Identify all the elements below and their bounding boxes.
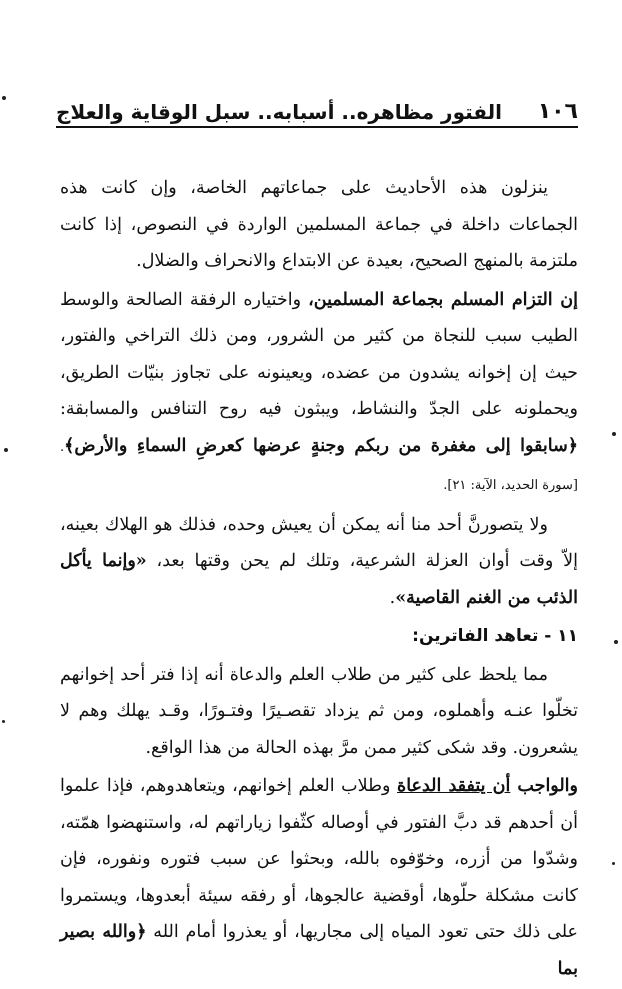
page-number: ١٠٦ <box>537 99 578 124</box>
paragraph-5-text: وطلاب العلم إخوانهم، ويتعاهدوهم، فإذا علموا أن أحدهم قد دبَّ الفتور في أوصاله كثّفوا زياراتهم له، واستنهضوا همّته، وشدّوا من أزره، وخوّفوه بالله، وبحثوا عن سبب فتوره ونفوره، فإن كانت مشكلة حلّوها، أوقضية عالجوها، أو رفقه سيئة أبعدوها، ويستمروا على ذلك حتى تعود المياه إلى مجاريها، أو يعذروا أمام الله <box>60 776 578 942</box>
scan-speck <box>612 862 615 865</box>
paragraph-1: ينزلون هذه الأحاديث على جماعاتهم الخاصة، وإن كانت هذه الجماعات داخلة في جماعة المسلمين الواردة في النصوص، إذا كانت ملتزمة بالمنهج الصحيح، بعيدة عن الابتداع والانحراف والضلال. <box>60 178 578 271</box>
section-heading: ١١ - تعاهد الفاترين: <box>412 626 578 646</box>
page-header <box>56 82 578 124</box>
underlined-phrase: أن يتفقد الدعاة <box>397 776 511 796</box>
paragraph-4: مما يلحظ على كثير من طلاب العلم والدعاة أنه إذا فتر أحد إخوانهم تخلّوا عنـه وأهملوه، ومن ثم يزداد تقصـيرًا وفتـورًا، وقـد يهلك وهم لا يشعرون. وقد شكى كثير ممن مرَّ بهذه الحالة من هذا الواقع. <box>60 664 578 758</box>
paragraph-3 <box>60 507 578 617</box>
quran-verse-continued: ﴿والله بصير بما <box>60 922 578 979</box>
paragraph-2 <box>60 282 578 505</box>
hadith-quote: «وإنما يأكل الذئب من الغنم القاصية» <box>60 551 578 608</box>
verse-citation: . [سورة الحديد، الآية: ٢١]. <box>60 439 578 493</box>
quran-verse: ﴿سابقوا إلى مغفرة من ربكم وجنةٍ عرضها كعرضِ السماءِ والأرض﴾ <box>64 435 578 456</box>
paragraph-5 <box>60 768 578 987</box>
scan-speck <box>4 448 8 452</box>
paragraph-2-lead: إن التزام المسلم بجماعة المسلمين، <box>308 289 578 310</box>
scan-speck <box>614 640 618 644</box>
scan-speck <box>612 432 616 436</box>
paragraph-3-text: ولا يتصورنَّ أحد منا أنه يمكن أن يعيش وحده، فذلك هو الهلاك بعينه، إلاّ وقت أوان العزلة الشرعية، وتلك لم يحن وقتها بعد، <box>60 514 578 571</box>
header-rule <box>56 126 578 128</box>
paragraph-3-end: . <box>389 587 396 608</box>
scan-speck <box>2 96 6 100</box>
scan-speck <box>2 720 5 723</box>
paragraph-2-text: واختياره الرفقة الصالحة والوسط الطيب سبب للنجاة من كثير من الشرور، ومن ذلك التراخي والفتور، حيث إن إخوانه يشدون من عضده، ويعينونه على تجاوز بنيّات الطريق، ويحملونه على الجدّ والنشاط، ويبثون فيه روح التنافس والمسابقة: <box>60 289 578 419</box>
paragraph-5-lead: والواجب <box>510 776 578 796</box>
running-title: الفتور مظاهره.. أسبابه.. سبل الوقاية والعلاج <box>56 100 503 124</box>
page-body <box>60 170 578 989</box>
